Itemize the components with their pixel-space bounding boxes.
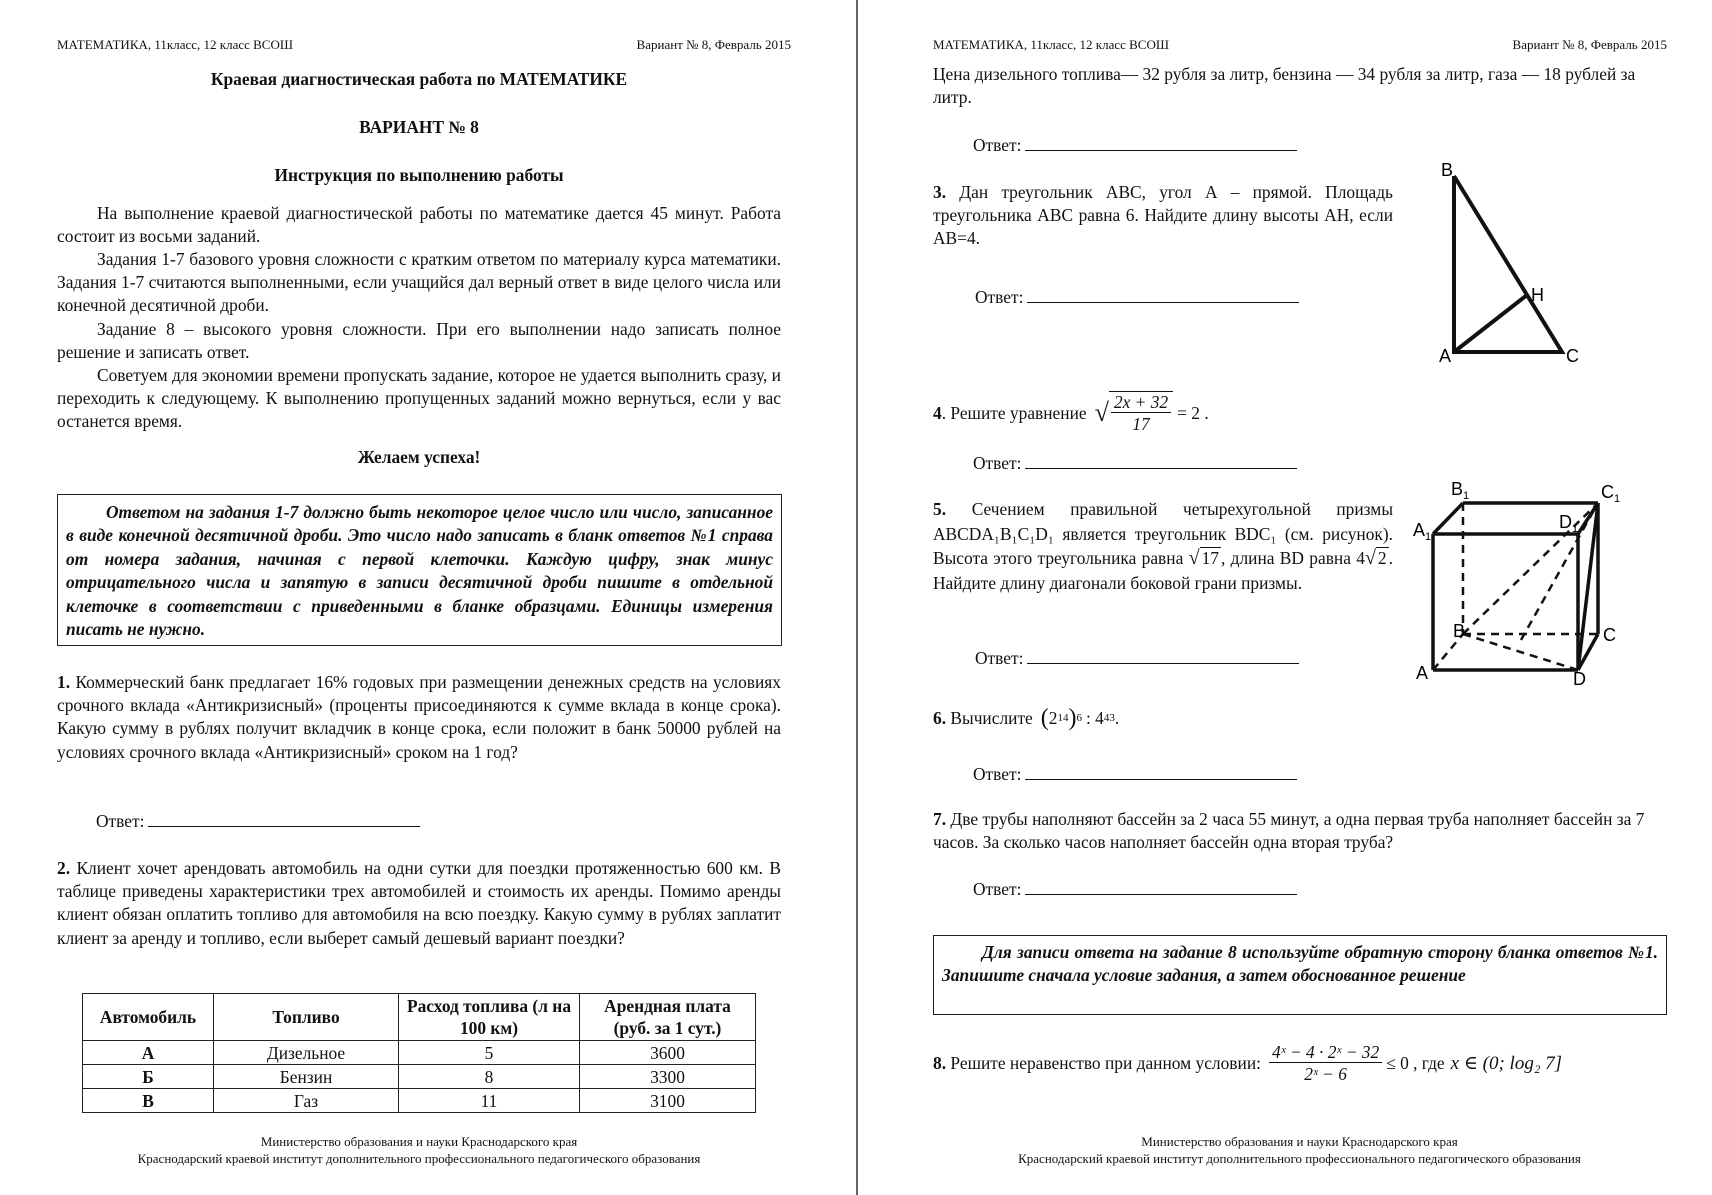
table-cell: Газ xyxy=(214,1089,399,1113)
table-cell: Дизельное xyxy=(214,1041,399,1065)
question-8 xyxy=(933,1035,1562,1091)
equation-rhs: = 2 . xyxy=(1177,402,1209,423)
variant-title: ВАРИАНТ № 8 xyxy=(359,117,479,137)
question-5-text-3: . Найдите длину диагонали боковой грани призмы. xyxy=(933,548,1393,593)
question-5 xyxy=(933,497,1393,595)
question-8-number: 8. xyxy=(933,1052,947,1073)
table-header-cell: Автомобиль xyxy=(83,994,214,1041)
question-4 xyxy=(933,390,1209,436)
paren-open: ( xyxy=(1040,704,1049,731)
table-cell: Б xyxy=(83,1065,214,1089)
header-left: МАТЕМАТИКА, 11класс, 12 класс ВСОШ xyxy=(933,37,1169,52)
table-cell: 3100 xyxy=(580,1089,756,1113)
answer-label: Ответ: xyxy=(973,453,1022,473)
question-4-number: 4 xyxy=(933,402,942,423)
answer-blank[interactable] xyxy=(1027,646,1299,664)
expr-exp-6: 6 xyxy=(1076,712,1082,724)
answer-label: Ответ: xyxy=(973,764,1022,784)
label-d-bottom: D xyxy=(1573,669,1586,689)
question-8-text: Решите неравенство при данном условии: xyxy=(950,1052,1261,1073)
question-1 xyxy=(57,671,781,764)
question-3-text: Дан треугольник АВС, угол А – прямой. Площадь треугольника АВС равна 6. Найдите длину высоты АН, если АВ=4. xyxy=(933,182,1393,249)
instruction-para-1: На выполнение краевой диагностической работы по математике дается 45 минут. Работа состоит из восьми заданий. xyxy=(57,203,781,247)
triangle-abc xyxy=(1454,176,1562,352)
answer-line-2[interactable] xyxy=(973,133,1297,156)
expr-period: . xyxy=(1114,707,1120,728)
cars-table xyxy=(82,993,756,1113)
inequality-fraction xyxy=(1269,1042,1382,1085)
answer-line-7[interactable] xyxy=(973,877,1297,900)
question-3 xyxy=(933,181,1393,251)
label-c-bottom: C xyxy=(1603,625,1616,645)
table-cell: А xyxy=(83,1041,214,1065)
doc-title: Краевая диагностическая работа по МАТЕМАТИКЕ xyxy=(210,69,628,89)
equation-denominator: 17 xyxy=(1132,414,1150,434)
footer-line-2: Краснодарский краевой институт дополнительного профессионального педагогического образования xyxy=(137,1151,701,1166)
label-d1: $D_1$ xyxy=(1559,512,1579,535)
expr-exp-14: 14 xyxy=(1057,712,1069,724)
table-header-cell: Топливо xyxy=(214,994,399,1041)
inequality-numerator: 4ˣ − 4 · 2ˣ − 32 xyxy=(1269,1042,1382,1063)
expr-divide: : 4 xyxy=(1085,707,1104,728)
header-left: МАТЕМАТИКА, 11класс, 12 класс ВСОШ xyxy=(57,37,293,52)
inequality-condition: x ∈ (0; log₂ 7] xyxy=(1450,1052,1563,1074)
table-cell: Бензин xyxy=(214,1065,399,1089)
answer-line-5[interactable] xyxy=(975,646,1299,669)
answer-blank[interactable] xyxy=(148,809,420,827)
table-row xyxy=(83,1041,756,1065)
label-c: C xyxy=(1566,346,1579,366)
question-7-text: Две трубы наполняют бассейн за 2 часа 55 минут, а одна первая труба наполняет бассейн за 7 часов. За сколько часов наполняет бассейн одна вторая труба? xyxy=(933,809,1645,853)
label-a-bottom: A xyxy=(1416,663,1429,683)
triangle-figure xyxy=(1418,158,1588,368)
wish-text: Желаем успеха! xyxy=(357,447,481,467)
task-8-instructions-box: Для записи ответа на задание 8 используйте обратную сторону бланка ответов №1. Запишите сначала условие задания, а затем обоснованное решение xyxy=(933,935,1667,1015)
table-header-row xyxy=(83,994,756,1041)
answer-instructions-box: Ответом на задания 1-7 должно быть некоторое целое число или число, записанное в виде конечной десятичной дроби. Это число надо записать в бланк ответов №1 справа от номера задания, начиная с первой клеточки. Каждую цифру, знак минус отрицательного числа и запятую в записи десятичной дроби пишите в отдельной клеточке в соответствии с приведенными в бланке образцами. Единицы измерения писать не нужно. xyxy=(57,494,782,646)
question-6-number: 6. xyxy=(933,707,947,728)
label-h: H xyxy=(1531,285,1544,305)
equation-numerator: 2x + 32 xyxy=(1111,392,1171,413)
question-6-text: Вычислите xyxy=(950,707,1033,728)
answer-blank[interactable] xyxy=(1025,451,1297,469)
question-5-text-2: , длина BD равна 4 xyxy=(1220,548,1365,568)
answer-label: Ответ: xyxy=(975,648,1024,668)
sqrt-symbol: √ xyxy=(1094,398,1109,427)
header-right: Вариант № 8, Февраль 2015 xyxy=(1512,37,1667,52)
table-cell: 5 xyxy=(399,1041,580,1065)
sqrt-17: 17 xyxy=(1201,548,1219,568)
footer-line-1: Министерство образования и науки Краснодарского края xyxy=(1141,1134,1458,1149)
paren-close: ) xyxy=(1068,704,1077,731)
question-2-number: 2. xyxy=(57,858,71,878)
answer-line-1[interactable] xyxy=(96,809,420,832)
sqrt-symbol: √ xyxy=(1188,547,1200,569)
label-b1: $B_1$ xyxy=(1451,479,1470,502)
answer-blank[interactable] xyxy=(1027,285,1299,303)
table-cell: 8 xyxy=(399,1065,580,1089)
question-1-number: 1. xyxy=(57,672,71,692)
label-a: A xyxy=(1439,346,1452,366)
instruction-para-3: Задание 8 – высокого уровня сложности. При его выполнении надо записать полное решение и записать ответ. xyxy=(57,319,781,363)
inequality-denominator: 2ˣ − 6 xyxy=(1304,1063,1347,1084)
equation-fraction xyxy=(1109,391,1173,435)
question-2 xyxy=(57,857,781,950)
expr-base: 2 xyxy=(1048,707,1058,728)
answer-blank[interactable] xyxy=(1025,133,1297,151)
answer-line-4[interactable] xyxy=(973,451,1297,474)
expr-exp-43: 43 xyxy=(1103,712,1115,724)
sqrt-symbol: √ xyxy=(1364,547,1376,569)
table-cell: 11 xyxy=(399,1089,580,1113)
header-right: Вариант № 8, Февраль 2015 xyxy=(636,37,791,52)
table-row xyxy=(83,1065,756,1089)
table-row xyxy=(83,1089,756,1113)
footer-line-1: Министерство образования и науки Краснодарского края xyxy=(260,1134,578,1149)
answer-label: Ответ: xyxy=(975,287,1024,307)
answer-line-6[interactable] xyxy=(973,762,1297,785)
question-6 xyxy=(933,698,1119,738)
sqrt-2: 2 xyxy=(1377,548,1387,568)
question-7 xyxy=(933,808,1666,854)
answer-blank[interactable] xyxy=(1025,877,1297,895)
edge-a1b1 xyxy=(1433,503,1463,534)
answer-label: Ответ: xyxy=(973,879,1022,899)
label-b: B xyxy=(1441,160,1454,180)
table-header-cell: Расход топлива (л на 100 км) xyxy=(399,994,580,1041)
table-cell: В xyxy=(83,1089,214,1113)
question-5-text-1: Сечением правильной четырехугольной призмы ABCDA₁B₁C₁D₁ является треугольник BDC₁ (см. рисунок). Высота этого треугольника равна xyxy=(933,499,1393,568)
footer-left xyxy=(57,1133,781,1167)
answer-label: Ответ: xyxy=(973,135,1022,155)
instruction-para-4: Советуем для экономии времени пропускать задание, которое не удается выполнить сразу, и переходить к следующему. К выполнению пропущенных заданий можно вернуться, если у вас останется время. xyxy=(57,365,781,432)
label-c1: $C_1$ xyxy=(1601,482,1621,505)
label-b-bottom: B xyxy=(1453,621,1466,641)
footer-right xyxy=(933,1133,1666,1167)
question-1-text: Коммерческий банк предлагает 16% годовых при размещении денежных средств на условиях срочного вклада «Антикризисный» (проценты присоединяются к сумме вклада в конце срока). Какую сумму в рублях получит вкладчик в конце срока, если положит в банк 50000 рублей на условиях срочного вклада «Антикризисный» сроком на 1 год? xyxy=(57,672,781,762)
table-header-cell: Арендная плата (руб. за 1 сут.) xyxy=(580,994,756,1041)
question-3-number: 3. xyxy=(933,182,947,202)
label-a1: $A_1$ xyxy=(1413,520,1432,543)
answer-blank[interactable] xyxy=(1025,762,1297,780)
question-4-text: . Решите уравнение xyxy=(941,402,1087,423)
answer-line-3[interactable] xyxy=(975,285,1299,308)
question-2-text: Клиент хочет арендовать автомобиль на одни сутки для поездки протяженностью 600 км. В таблице приведены характеристики трех автомобилей и стоимость их аренды. Помимо аренды клиент обязан оплатить топливо для автомобиля на всю поездку. Какую сумму в рублях заплатит клиент за аренду и топливо, если выберет самый дешевый вариант поездки? xyxy=(57,858,781,948)
fuel-prices-text: Цена дизельного топлива— 32 рубля за литр, бензина — 34 рубля за литр, газа — 18 рублей за литр. xyxy=(933,64,1636,108)
question-5-number: 5. xyxy=(933,499,947,519)
table-cell: 3600 xyxy=(580,1041,756,1065)
inequality-relation: ≤ 0 , где xyxy=(1386,1052,1445,1073)
instruction-para-2: Задания 1-7 базового уровня сложности с кратким ответом по материалу курса математики. Задания 1-7 считаются выполненными, если учащийся дал верный ответ в виде целого числа или конечной десятичной дроби. xyxy=(57,249,781,316)
altitude-ah xyxy=(1454,295,1527,352)
answer-label: Ответ: xyxy=(96,811,145,831)
table-cell: 3300 xyxy=(580,1065,756,1089)
question-7-number: 7. xyxy=(933,809,947,829)
right-page xyxy=(858,0,1712,1195)
footer-line-2: Краснодарский краевой институт дополнительного профессионального педагогического образования xyxy=(1018,1151,1581,1166)
prism-figure xyxy=(1413,478,1621,689)
instruction-title: Инструкция по выполнению работы xyxy=(274,165,564,185)
